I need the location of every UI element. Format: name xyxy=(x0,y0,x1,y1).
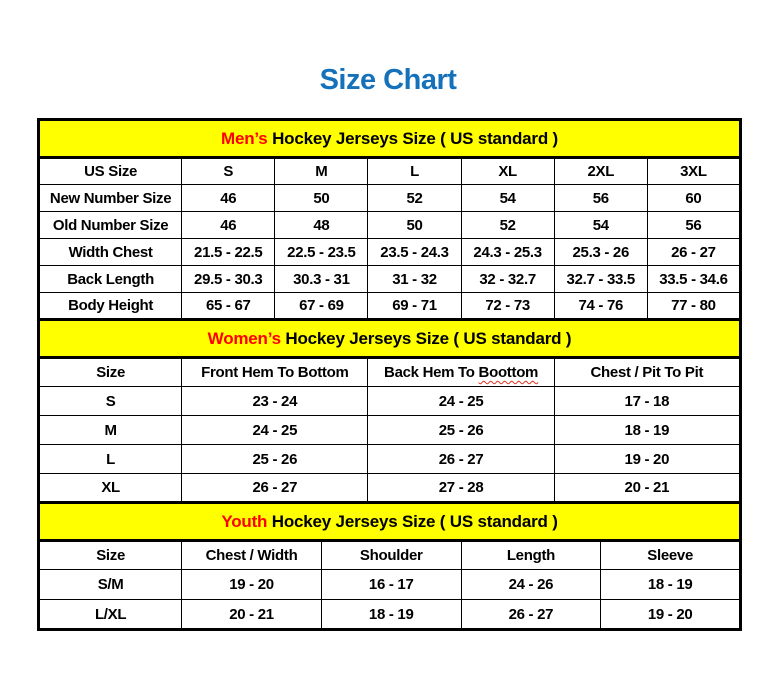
youth-row-s-m xyxy=(39,570,741,600)
size-value-cell: 18 - 19 xyxy=(321,600,461,630)
mens-row-new-number-size xyxy=(39,185,741,212)
mens-column-header: S xyxy=(182,158,275,185)
womens-column-header: Chest / Pit To Pit xyxy=(554,358,740,387)
size-value-cell: 56 xyxy=(554,185,647,212)
size-value-cell: 24 - 25 xyxy=(368,387,554,416)
size-value-cell: 18 - 19 xyxy=(601,570,741,600)
misspelled-word: Boottom xyxy=(478,364,539,381)
size-value-cell: 24 - 25 xyxy=(182,416,368,445)
size-value-cell: 52 xyxy=(368,185,461,212)
size-value-cell: 23 - 24 xyxy=(182,387,368,416)
mens-column-header: 2XL xyxy=(554,158,647,185)
size-value-cell: 48 xyxy=(275,212,368,239)
size-value-cell: 46 xyxy=(182,212,275,239)
mens-column-header: 3XL xyxy=(647,158,740,185)
mens-banner xyxy=(39,120,741,158)
size-value-cell: 19 - 20 xyxy=(601,600,741,630)
size-value-cell: 27 - 28 xyxy=(368,474,554,503)
youth-column-header: Chest / Width xyxy=(182,541,322,570)
size-value-cell: 54 xyxy=(554,212,647,239)
womens-row-xl xyxy=(39,474,741,503)
mens-row-old-number-size xyxy=(39,212,741,239)
womens-row-label: M xyxy=(39,416,182,445)
womens-column-header: Back Hem To Boottom xyxy=(368,358,554,387)
womens-row-label: S xyxy=(39,387,182,416)
youth-row-label: S/M xyxy=(39,570,182,600)
size-value-cell: 21.5 - 22.5 xyxy=(182,239,275,266)
mens-banner-row xyxy=(39,120,741,158)
womens-banner-accent-text: Women’s xyxy=(207,328,281,348)
youth-banner-row xyxy=(39,503,741,541)
size-value-cell: 26 - 27 xyxy=(647,239,740,266)
size-value-cell: 19 - 20 xyxy=(182,570,322,600)
size-value-cell: 24 - 26 xyxy=(461,570,601,600)
size-value-cell: 16 - 17 xyxy=(321,570,461,600)
mens-row-label: Body Height xyxy=(39,293,182,320)
size-value-cell: 19 - 20 xyxy=(554,445,740,474)
size-value-cell: 25 - 26 xyxy=(182,445,368,474)
youth-column-header: Size xyxy=(39,541,182,570)
size-value-cell: 23.5 - 24.3 xyxy=(368,239,461,266)
youth-size-table xyxy=(37,501,742,631)
size-value-cell: 29.5 - 30.3 xyxy=(182,266,275,293)
size-value-cell: 46 xyxy=(182,185,275,212)
size-value-cell: 17 - 18 xyxy=(554,387,740,416)
size-value-cell: 26 - 27 xyxy=(461,600,601,630)
size-tables xyxy=(37,118,742,631)
womens-row-s xyxy=(39,387,741,416)
size-value-cell: 50 xyxy=(368,212,461,239)
size-value-cell: 52 xyxy=(461,212,554,239)
size-value-cell: 30.3 - 31 xyxy=(275,266,368,293)
size-value-cell: 20 - 21 xyxy=(182,600,322,630)
youth-column-header: Length xyxy=(461,541,601,570)
womens-header-row xyxy=(39,358,741,387)
mens-row-back-length xyxy=(39,266,741,293)
mens-column-header: M xyxy=(275,158,368,185)
size-value-cell: 33.5 - 34.6 xyxy=(647,266,740,293)
mens-row-label: Width Chest xyxy=(39,239,182,266)
mens-column-header: XL xyxy=(461,158,554,185)
youth-column-header: Sleeve xyxy=(601,541,741,570)
womens-banner-rest-text: Hockey Jerseys Size ( US standard ) xyxy=(280,328,572,348)
size-value-cell: 65 - 67 xyxy=(182,293,275,320)
youth-header-row xyxy=(39,541,741,570)
womens-row-label: XL xyxy=(39,474,182,503)
size-value-cell: 77 - 80 xyxy=(647,293,740,320)
size-value-cell: 60 xyxy=(647,185,740,212)
size-value-cell: 50 xyxy=(275,185,368,212)
size-value-cell: 22.5 - 23.5 xyxy=(275,239,368,266)
mens-row-label: Old Number Size xyxy=(39,212,182,239)
mens-row-width-chest xyxy=(39,239,741,266)
youth-banner-accent-text: Youth xyxy=(221,511,268,531)
mens-size-table xyxy=(37,118,742,321)
size-value-cell: 56 xyxy=(647,212,740,239)
womens-size-table xyxy=(37,318,742,504)
size-value-cell: 72 - 73 xyxy=(461,293,554,320)
mens-row-body-height xyxy=(39,293,741,320)
womens-column-header: Size xyxy=(39,358,182,387)
womens-column-header: Front Hem To Bottom xyxy=(182,358,368,387)
mens-banner-rest-text: Hockey Jerseys Size ( US standard ) xyxy=(267,128,558,148)
mens-header-row xyxy=(39,158,741,185)
size-value-cell: 74 - 76 xyxy=(554,293,647,320)
mens-banner-accent-text: Men’s xyxy=(221,128,268,148)
womens-banner xyxy=(39,320,741,358)
youth-banner xyxy=(39,503,741,541)
size-value-cell: 69 - 71 xyxy=(368,293,461,320)
youth-row-label: L/XL xyxy=(39,600,182,630)
size-value-cell: 32 - 32.7 xyxy=(461,266,554,293)
mens-column-header: US Size xyxy=(39,158,182,185)
size-value-cell: 31 - 32 xyxy=(368,266,461,293)
mens-column-header: L xyxy=(368,158,461,185)
page-title: Size Chart xyxy=(319,64,457,96)
size-value-cell: 18 - 19 xyxy=(554,416,740,445)
youth-row-l-xl xyxy=(39,600,741,630)
mens-row-label: New Number Size xyxy=(39,185,182,212)
size-value-cell: 25 - 26 xyxy=(368,416,554,445)
mens-row-label: Back Length xyxy=(39,266,182,293)
youth-column-header: Shoulder xyxy=(321,541,461,570)
size-value-cell: 25.3 - 26 xyxy=(554,239,647,266)
womens-row-label: L xyxy=(39,445,182,474)
size-value-cell: 32.7 - 33.5 xyxy=(554,266,647,293)
size-value-cell: 24.3 - 25.3 xyxy=(461,239,554,266)
size-value-cell: 26 - 27 xyxy=(368,445,554,474)
womens-row-l xyxy=(39,445,741,474)
size-value-cell: 67 - 69 xyxy=(275,293,368,320)
youth-banner-rest-text: Hockey Jerseys Size ( US standard ) xyxy=(267,511,558,531)
womens-banner-row xyxy=(39,320,741,358)
size-value-cell: 54 xyxy=(461,185,554,212)
womens-row-m xyxy=(39,416,741,445)
size-value-cell: 26 - 27 xyxy=(182,474,368,503)
size-value-cell: 20 - 21 xyxy=(554,474,740,503)
